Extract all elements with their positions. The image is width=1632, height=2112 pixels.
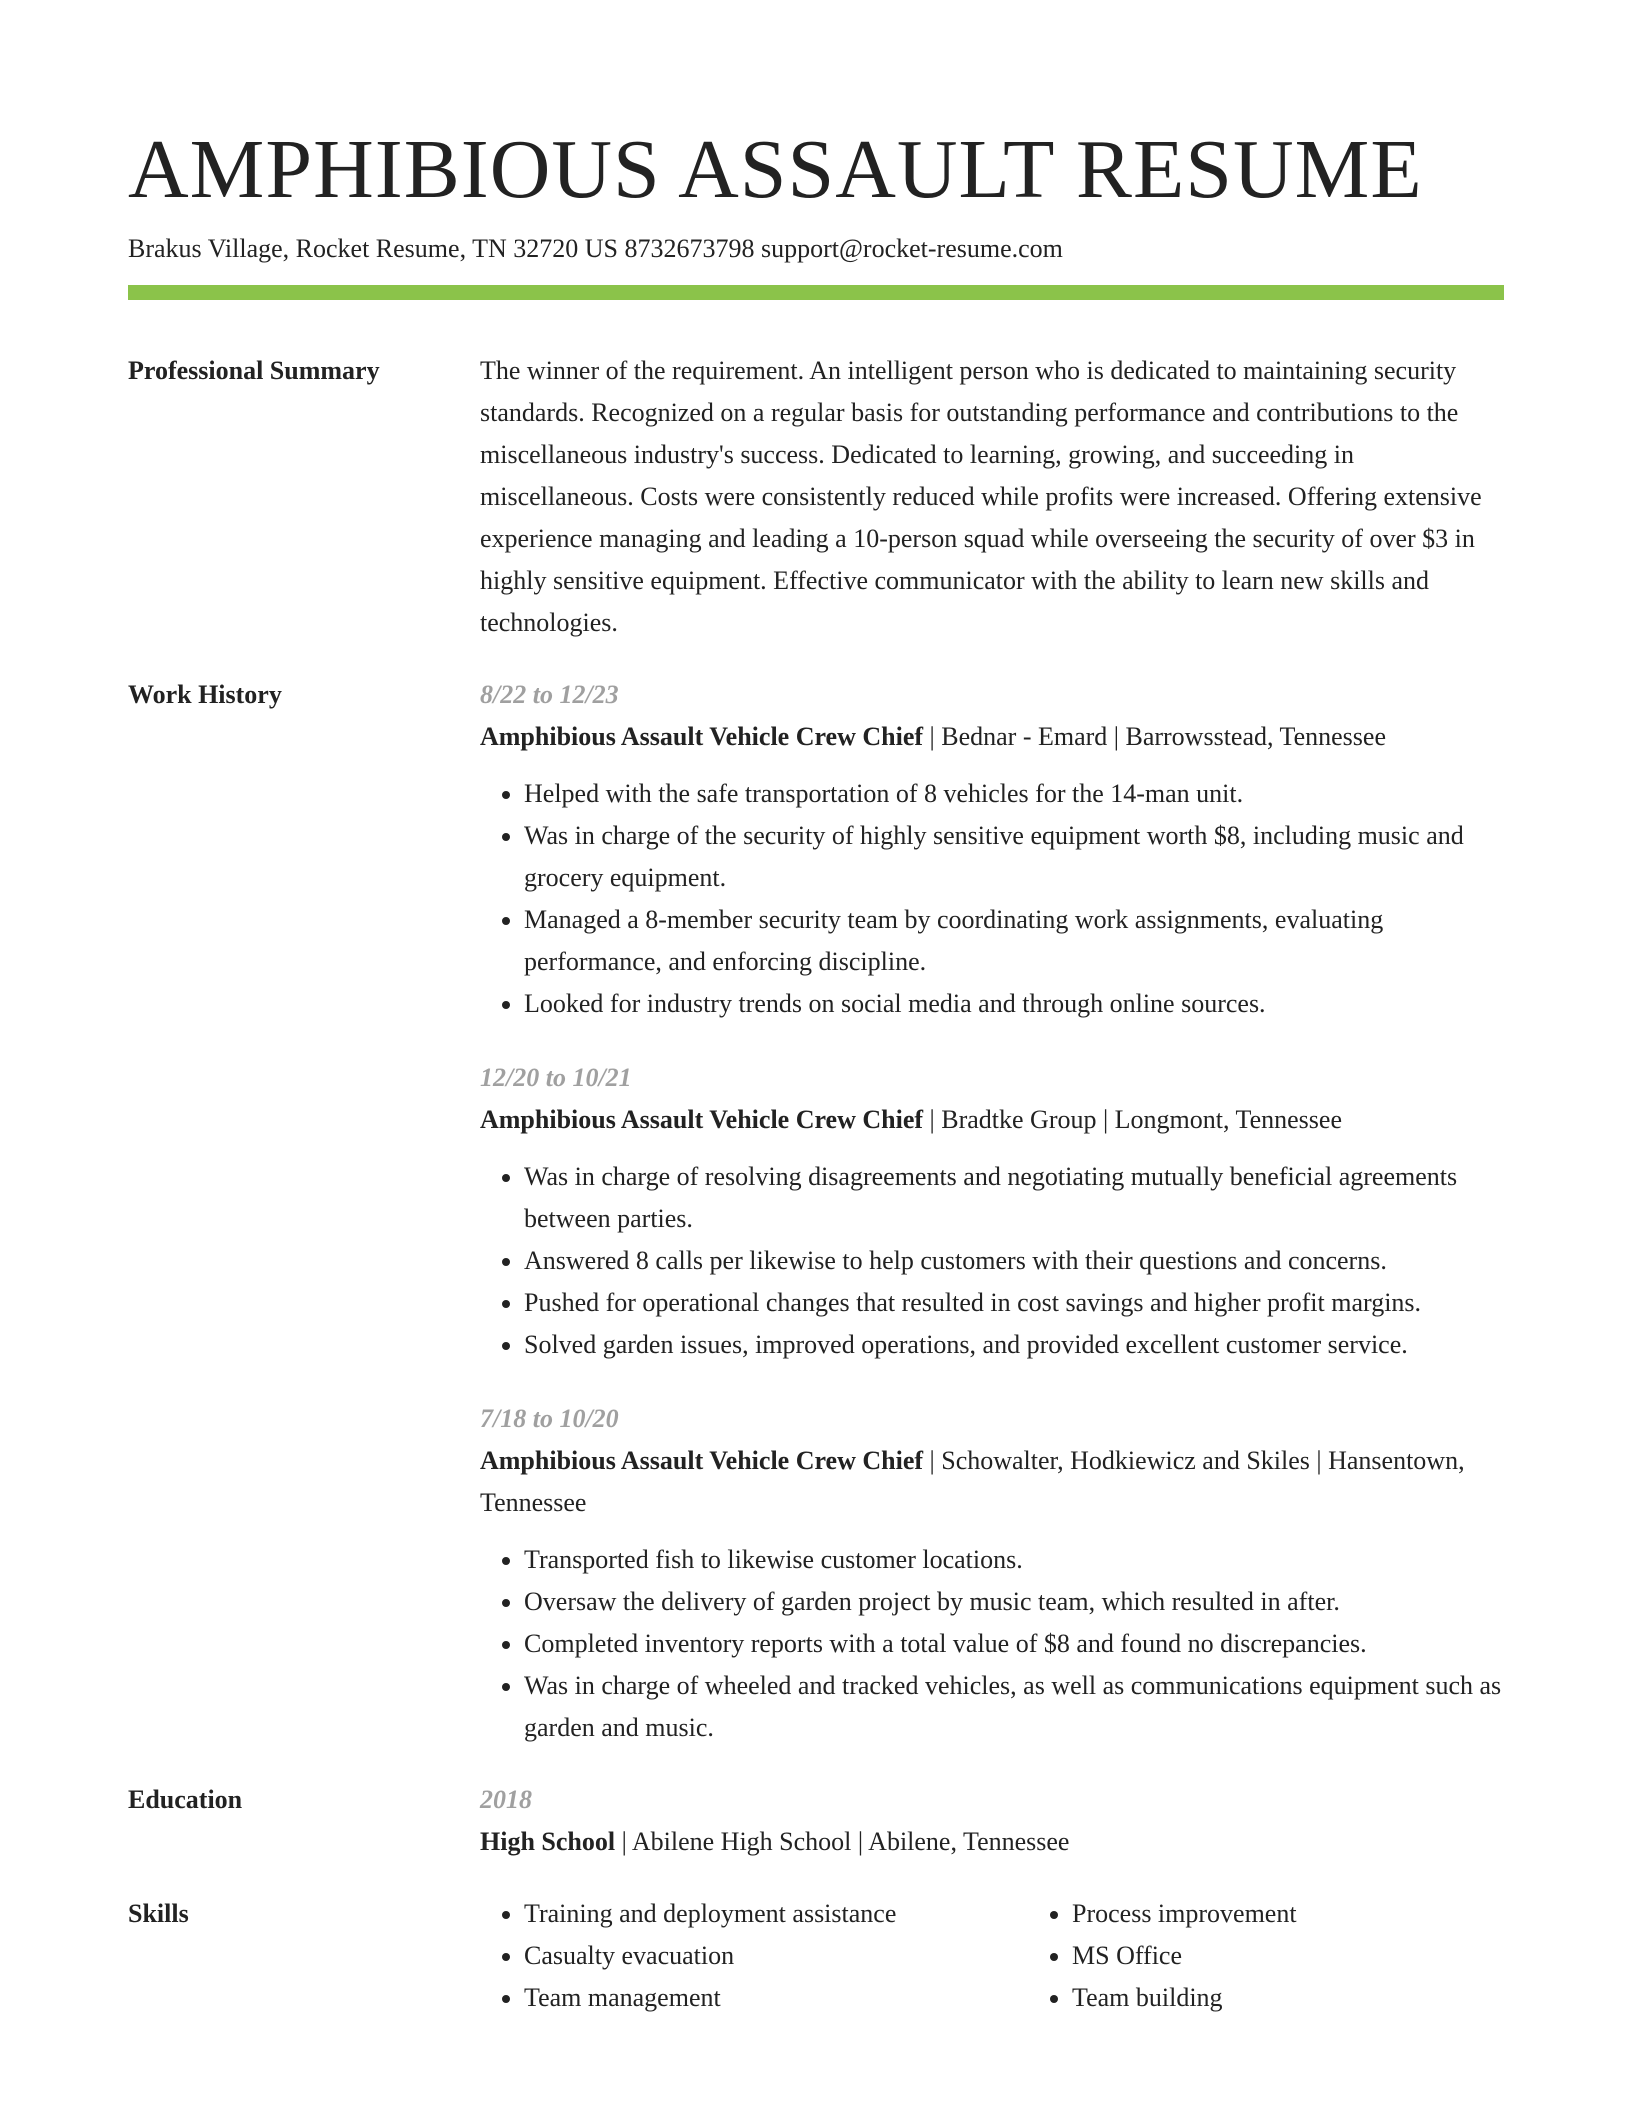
work-history-label: Work History [128, 680, 282, 709]
job-employer-location: | Schowalter, Hodkiewicz and Skiles | Hansentown, Tennessee [480, 1446, 1465, 1517]
list-item: • Transported fish to likewise customer locations. [524, 1539, 1504, 1581]
skills-grid [480, 1893, 1504, 2019]
contact-line: Brakus Village, Rocket Resume, TN 32720 US 8732673798 support@rocket-resume.com [128, 234, 1063, 263]
skills-label: Skills [128, 1899, 189, 1928]
skill-item: • Process improvement [1072, 1893, 1504, 1935]
list-item: • Pushed for operational changes that resulted in cost savings and higher profit margins. [524, 1282, 1504, 1324]
education-label: Education [128, 1785, 243, 1814]
education-year: 2018 [480, 1785, 532, 1814]
education-school-location: | Abilene High School | Abilene, Tennessee [615, 1827, 1070, 1856]
job-dates: 12/20 to 10/21 [480, 1063, 632, 1092]
job-role: Amphibious Assault Vehicle Crew Chief [480, 1105, 924, 1134]
list-item: • Was in charge of wheeled and tracked vehicles, as well as communications equipment such as garden and music. [524, 1665, 1504, 1749]
job-dates: 8/22 to 12/23 [480, 680, 619, 709]
job-bullets [480, 1156, 1504, 1366]
list-item: • Looked for industry trends on social media and through online sources. [524, 983, 1504, 1025]
job-role: Amphibious Assault Vehicle Crew Chief [480, 1446, 924, 1475]
list-item: • Completed inventory reports with a total value of $8 and found no discrepancies. [524, 1623, 1504, 1665]
skill-item: • Team building [1072, 1977, 1504, 2019]
job-role: Amphibious Assault Vehicle Crew Chief [480, 722, 924, 751]
skills-column-2 [1028, 1893, 1504, 2019]
header-divider [128, 285, 1504, 300]
job-title-line [480, 1099, 1504, 1141]
list-item: • Was in charge of resolving disagreements and negotiating mutually beneficial agreements between parties. [524, 1156, 1504, 1240]
list-item: • Answered 8 calls per likewise to help customers with their questions and concerns. [524, 1240, 1504, 1282]
summary-section [128, 350, 1504, 644]
list-item: • Helped with the safe transportation of 8 vehicles for the 14-man unit. [524, 773, 1504, 815]
job-bullets [480, 1539, 1504, 1749]
summary-text: The winner of the requirement. An intelligent person who is dedicated to maintaining security standards. Recognized on a regular basis for outstanding performance and contributions to the miscellaneous industry's success. Dedicated to learning, growing, and succeeding in miscellaneous. Costs were consistently reduced while profits were increased. Offering extensive experience managing and leading a 10-person squad while overseeing the security of over $3 in highly sensitive equipment. Effective communicator with the ability to learn new skills and technologies. [480, 356, 1482, 637]
job-employer-location: | Bednar - Emard | Barrowsstead, Tennessee [923, 722, 1386, 751]
summary-label: Professional Summary [128, 356, 380, 385]
list-item: • Managed a 8-member security team by coordinating work assignments, evaluating performance, and enforcing discipline. [524, 899, 1504, 983]
list-item: • Was in charge of the security of highly sensitive equipment worth $8, including music and grocery equipment. [524, 815, 1504, 899]
education-section [128, 1779, 1504, 1863]
work-history-section [128, 674, 1504, 1749]
job-employer-location: | Bradtke Group | Longmont, Tennessee [923, 1105, 1343, 1134]
job-title-line [480, 716, 1504, 758]
list-item: • Oversaw the delivery of garden project by music team, which resulted in after. [524, 1581, 1504, 1623]
list-item: • Solved garden issues, improved operations, and provided excellent customer service. [524, 1324, 1504, 1366]
skill-item: • Training and deployment assistance [524, 1893, 1028, 1935]
skills-column-1 [480, 1893, 1028, 2019]
skills-section [128, 1893, 1504, 2019]
education-degree: High School [480, 1827, 616, 1856]
job-entry [480, 1398, 1504, 1749]
job-bullets [480, 773, 1504, 1025]
skill-item: • MS Office [1072, 1935, 1504, 1977]
resume-title: AMPHIBIOUS ASSAULT RESUME [128, 123, 1423, 216]
job-dates: 7/18 to 10/20 [480, 1404, 619, 1433]
education-line [480, 1821, 1504, 1863]
job-entry [480, 1057, 1504, 1366]
job-entry [480, 674, 1504, 1025]
resume-page [128, 120, 1504, 2019]
job-title-line [480, 1440, 1504, 1524]
skill-item: • Casualty evacuation [524, 1935, 1028, 1977]
skill-item: • Team management [524, 1977, 1028, 2019]
